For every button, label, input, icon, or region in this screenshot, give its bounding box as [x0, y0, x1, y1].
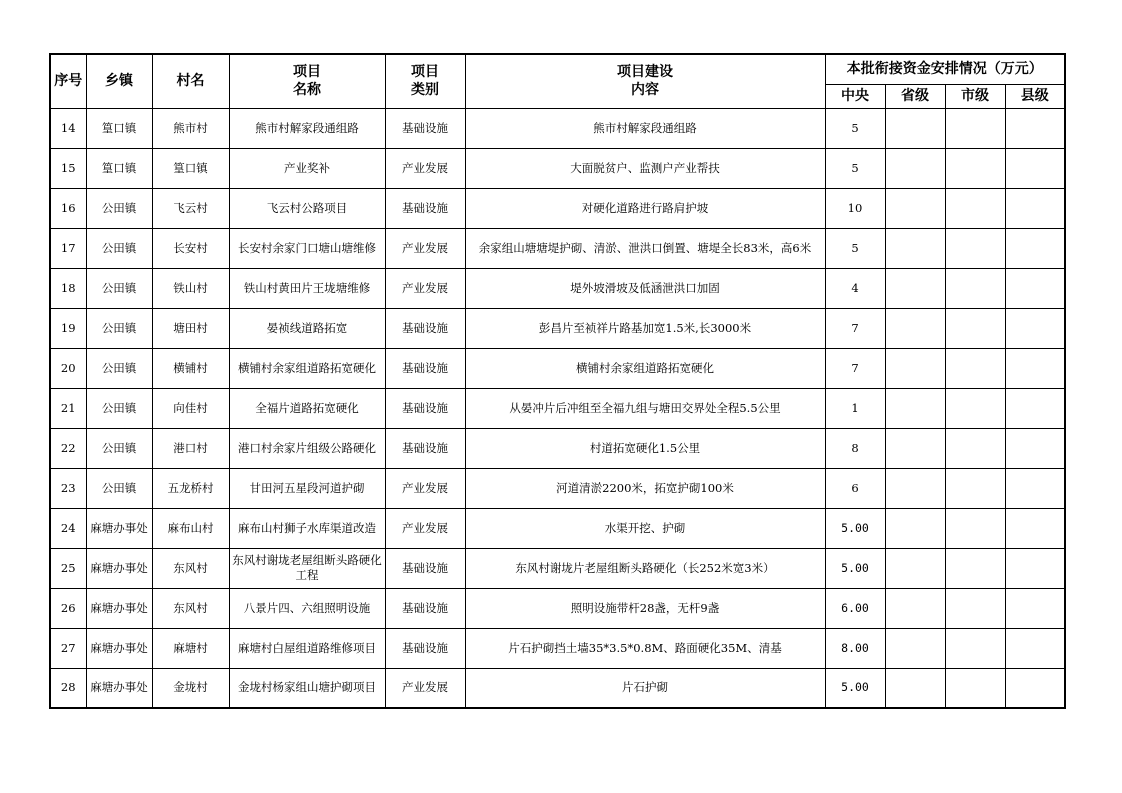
header-category-text: 项目 类别 — [411, 64, 439, 99]
cell-county — [1005, 308, 1065, 348]
cell-no: 22 — [50, 428, 86, 468]
cell-content: 片石护砌 — [465, 668, 825, 708]
cell-content: 照明设施带杆28盏，无杆9盏 — [465, 588, 825, 628]
cell-city — [945, 428, 1005, 468]
cell-city — [945, 228, 1005, 268]
cell-village: 铁山村 — [152, 268, 229, 308]
table-row — [50, 108, 1065, 148]
cell-category: 基础设施 — [385, 548, 465, 588]
cell-content: 河道清淤2200米，拓宽护砌100米 — [465, 468, 825, 508]
cell-provincial — [885, 188, 945, 228]
cell-county — [1005, 188, 1065, 228]
cell-town: 公田镇 — [86, 388, 152, 428]
cell-county — [1005, 108, 1065, 148]
cell-county — [1005, 548, 1065, 588]
cell-project-name: 甘田河五星段河道护砌 — [229, 468, 385, 508]
funding-table — [49, 53, 1066, 709]
cell-county — [1005, 628, 1065, 668]
cell-village: 麻塘村 — [152, 628, 229, 668]
cell-category: 产业发展 — [385, 508, 465, 548]
cell-no: 19 — [50, 308, 86, 348]
header-content — [465, 54, 825, 108]
cell-town: 篁口镇 — [86, 108, 152, 148]
header-no — [50, 54, 86, 108]
cell-village: 塘田村 — [152, 308, 229, 348]
cell-no: 21 — [50, 388, 86, 428]
cell-category: 基础设施 — [385, 308, 465, 348]
cell-no: 20 — [50, 348, 86, 388]
cell-city — [945, 668, 1005, 708]
cell-village: 飞云村 — [152, 188, 229, 228]
cell-county — [1005, 668, 1065, 708]
cell-category: 基础设施 — [385, 188, 465, 228]
cell-town: 公田镇 — [86, 428, 152, 468]
cell-central: 7 — [825, 348, 885, 388]
cell-town: 公田镇 — [86, 188, 152, 228]
cell-project-name: 长安村余家门口塘山塘维修 — [229, 228, 385, 268]
cell-content: 东风村谢垅片老屋组断头路硬化（长252米宽3米） — [465, 548, 825, 588]
cell-town: 公田镇 — [86, 348, 152, 388]
cell-village: 五龙桥村 — [152, 468, 229, 508]
cell-central: 7 — [825, 308, 885, 348]
cell-category: 基础设施 — [385, 428, 465, 468]
cell-content: 横铺村余家组道路拓宽硬化 — [465, 348, 825, 388]
cell-provincial — [885, 548, 945, 588]
cell-town: 麻塘办事处 — [86, 588, 152, 628]
cell-village: 横铺村 — [152, 348, 229, 388]
cell-central: 8.00 — [825, 628, 885, 668]
cell-central: 1 — [825, 388, 885, 428]
cell-provincial — [885, 468, 945, 508]
cell-village: 麻布山村 — [152, 508, 229, 548]
cell-county — [1005, 148, 1065, 188]
header-village-text: 村名 — [176, 73, 205, 90]
header-provincial — [885, 84, 945, 108]
cell-city — [945, 108, 1005, 148]
cell-central: 5 — [825, 108, 885, 148]
cell-project-name: 铁山村黄田片王垅塘维修 — [229, 268, 385, 308]
cell-project-name: 麻布山村狮子水库渠道改造 — [229, 508, 385, 548]
table-row — [50, 468, 1065, 508]
cell-project-name: 晏祯线道路拓宽 — [229, 308, 385, 348]
cell-content: 对硬化道路进行路肩护坡 — [465, 188, 825, 228]
table-row — [50, 588, 1065, 628]
header-county-text: 县级 — [1020, 88, 1049, 104]
header-content-text: 项目建设 内容 — [617, 64, 673, 99]
header-city — [945, 84, 1005, 108]
cell-town: 公田镇 — [86, 468, 152, 508]
table-row — [50, 428, 1065, 468]
cell-project-name: 飞云村公路项目 — [229, 188, 385, 228]
cell-category: 基础设施 — [385, 348, 465, 388]
cell-city — [945, 388, 1005, 428]
cell-category: 基础设施 — [385, 108, 465, 148]
table-row — [50, 508, 1065, 548]
cell-village: 金垅村 — [152, 668, 229, 708]
cell-project-name: 全福片道路拓宽硬化 — [229, 388, 385, 428]
header-funding-group-text: 本批衔接资金安排情况（万元） — [846, 61, 1043, 78]
cell-no: 17 — [50, 228, 86, 268]
header-project-name — [229, 54, 385, 108]
cell-provincial — [885, 228, 945, 268]
cell-content: 大面脱贫户、监测户产业帮扶 — [465, 148, 825, 188]
cell-village: 向佳村 — [152, 388, 229, 428]
cell-city — [945, 268, 1005, 308]
cell-central: 4 — [825, 268, 885, 308]
cell-central: 8 — [825, 428, 885, 468]
cell-village: 熊市村 — [152, 108, 229, 148]
cell-category: 基础设施 — [385, 388, 465, 428]
cell-village: 篁口镇 — [152, 148, 229, 188]
header-no-text: 序号 — [54, 73, 83, 90]
cell-county — [1005, 588, 1065, 628]
cell-city — [945, 628, 1005, 668]
cell-provincial — [885, 108, 945, 148]
cell-central: 5.00 — [825, 668, 885, 708]
cell-county — [1005, 428, 1065, 468]
cell-central: 6 — [825, 468, 885, 508]
cell-content: 堤外坡滑坡及低涵泄洪口加固 — [465, 268, 825, 308]
cell-provincial — [885, 508, 945, 548]
header-central-text: 中央 — [841, 88, 869, 104]
cell-no: 28 — [50, 668, 86, 708]
table-header — [50, 54, 1065, 108]
header-county — [1005, 84, 1065, 108]
cell-county — [1005, 388, 1065, 428]
cell-project-name: 港口村余家片组级公路硬化 — [229, 428, 385, 468]
cell-provincial — [885, 148, 945, 188]
cell-no: 15 — [50, 148, 86, 188]
header-provincial-text: 省级 — [901, 88, 929, 104]
cell-content: 村道拓宽硬化1.5公里 — [465, 428, 825, 468]
cell-city — [945, 188, 1005, 228]
cell-content: 余家组山塘塘堤护砌、清淤、泄洪口倒置、塘堤全长83米，高6米 — [465, 228, 825, 268]
cell-provincial — [885, 588, 945, 628]
cell-content: 片石护砌挡土墙35*3.5*0.8M、路面硬化35M、清基 — [465, 628, 825, 668]
cell-content: 水渠开挖、护砌 — [465, 508, 825, 548]
cell-category: 基础设施 — [385, 588, 465, 628]
cell-no: 25 — [50, 548, 86, 588]
cell-town: 麻塘办事处 — [86, 548, 152, 588]
cell-project-name: 产业奖补 — [229, 148, 385, 188]
table-row — [50, 548, 1065, 588]
cell-content: 彭昌片至祯祥片路基加宽1.5米,长3000米 — [465, 308, 825, 348]
cell-city — [945, 308, 1005, 348]
table-row — [50, 668, 1065, 708]
cell-content: 熊市村解家段通组路 — [465, 108, 825, 148]
cell-category: 产业发展 — [385, 228, 465, 268]
cell-project-name: 麻塘村白屋组道路维修项目 — [229, 628, 385, 668]
cell-no: 18 — [50, 268, 86, 308]
cell-county — [1005, 228, 1065, 268]
cell-central: 6.00 — [825, 588, 885, 628]
table-row — [50, 348, 1065, 388]
cell-central: 5.00 — [825, 548, 885, 588]
cell-project-name: 横铺村余家组道路拓宽硬化 — [229, 348, 385, 388]
table-row — [50, 308, 1065, 348]
table-row — [50, 268, 1065, 308]
cell-project-name: 熊市村解家段通组路 — [229, 108, 385, 148]
table-row — [50, 188, 1065, 228]
cell-provincial — [885, 428, 945, 468]
cell-village: 长安村 — [152, 228, 229, 268]
cell-city — [945, 588, 1005, 628]
cell-village: 东风村 — [152, 548, 229, 588]
cell-provincial — [885, 628, 945, 668]
cell-central: 5 — [825, 148, 885, 188]
cell-county — [1005, 508, 1065, 548]
cell-no: 26 — [50, 588, 86, 628]
cell-town: 麻塘办事处 — [86, 668, 152, 708]
cell-town: 麻塘办事处 — [86, 508, 152, 548]
cell-town: 公田镇 — [86, 308, 152, 348]
cell-provincial — [885, 308, 945, 348]
cell-village: 东风村 — [152, 588, 229, 628]
cell-city — [945, 468, 1005, 508]
cell-city — [945, 348, 1005, 388]
cell-county — [1005, 468, 1065, 508]
table-row — [50, 228, 1065, 268]
table-row — [50, 388, 1065, 428]
cell-central: 10 — [825, 188, 885, 228]
cell-city — [945, 548, 1005, 588]
cell-town: 麻塘办事处 — [86, 628, 152, 668]
cell-no: 24 — [50, 508, 86, 548]
cell-provincial — [885, 268, 945, 308]
header-funding-group — [825, 54, 1065, 84]
cell-project-name: 八景片四、六组照明设施 — [229, 588, 385, 628]
header-town-text: 乡镇 — [105, 73, 133, 90]
header-city-text: 市级 — [961, 88, 989, 104]
cell-no: 27 — [50, 628, 86, 668]
cell-county — [1005, 268, 1065, 308]
cell-village: 港口村 — [152, 428, 229, 468]
header-project-name-text: 项目 名称 — [293, 64, 321, 99]
cell-content: 从晏冲片后冲组至全福九组与塘田交界处全程5.5公里 — [465, 388, 825, 428]
cell-category: 基础设施 — [385, 628, 465, 668]
cell-category: 产业发展 — [385, 468, 465, 508]
cell-provincial — [885, 348, 945, 388]
cell-provincial — [885, 668, 945, 708]
cell-town: 公田镇 — [86, 228, 152, 268]
cell-no: 16 — [50, 188, 86, 228]
cell-county — [1005, 348, 1065, 388]
table-body — [50, 108, 1065, 708]
cell-city — [945, 148, 1005, 188]
table-row — [50, 628, 1065, 668]
cell-category: 产业发展 — [385, 148, 465, 188]
header-category — [385, 54, 465, 108]
cell-project-name: 金垅村杨家组山塘护砌项目 — [229, 668, 385, 708]
cell-town: 篁口镇 — [86, 148, 152, 188]
cell-no: 14 — [50, 108, 86, 148]
table-row — [50, 148, 1065, 188]
header-town — [86, 54, 152, 108]
header-village — [152, 54, 229, 108]
cell-town: 公田镇 — [86, 268, 152, 308]
cell-city — [945, 508, 1005, 548]
cell-provincial — [885, 388, 945, 428]
cell-central: 5.00 — [825, 508, 885, 548]
cell-no: 23 — [50, 468, 86, 508]
cell-central: 5 — [825, 228, 885, 268]
cell-category: 产业发展 — [385, 268, 465, 308]
cell-project-name: 东风村谢垅老屋组断头路硬化工程 — [229, 548, 385, 588]
cell-category: 产业发展 — [385, 668, 465, 708]
header-central — [825, 84, 885, 108]
